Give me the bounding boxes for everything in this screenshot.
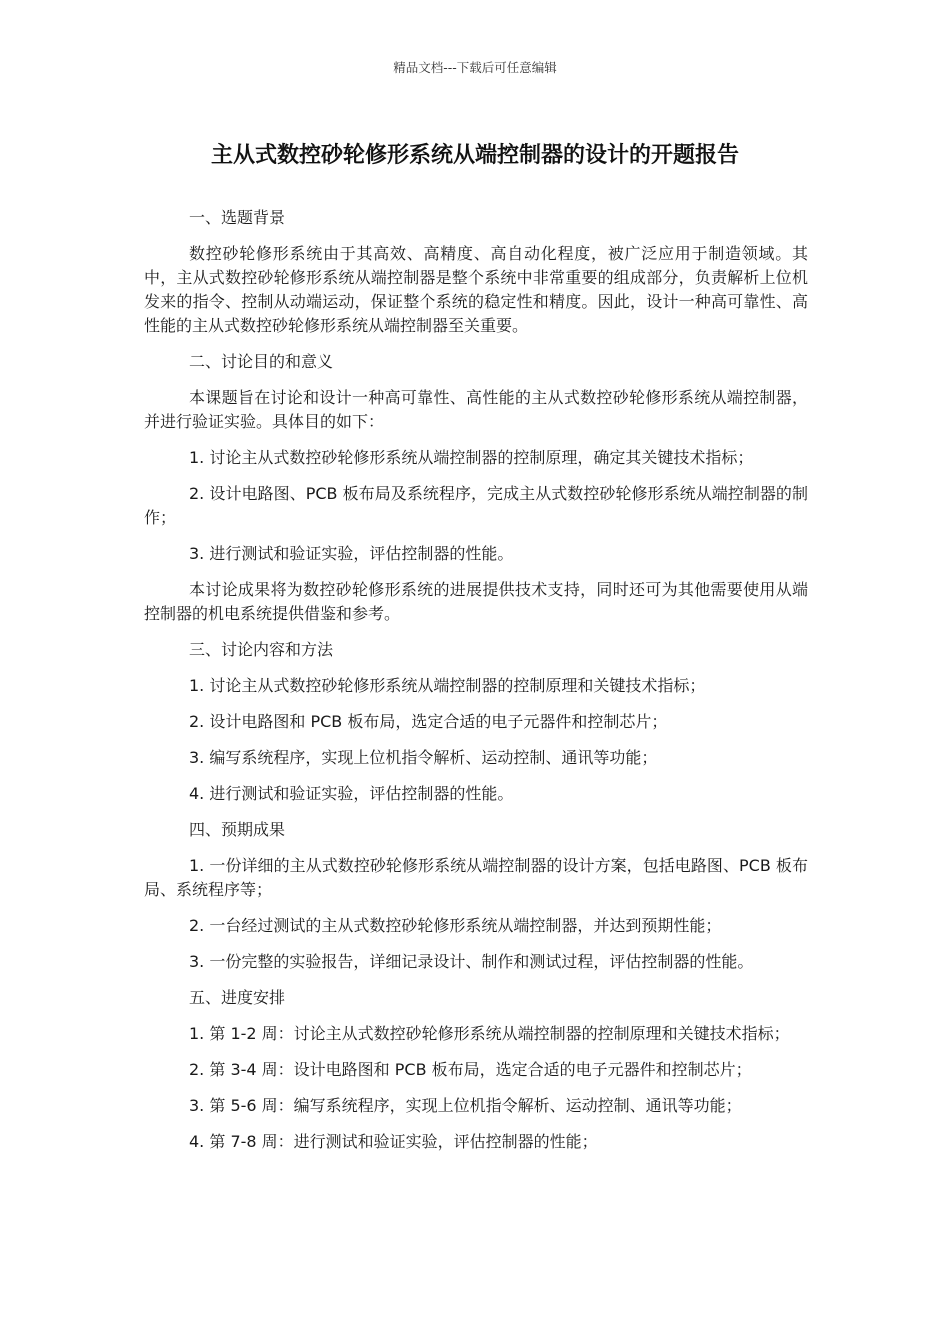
list-item: 1. 第 1-2 周：讨论主从式数控砂轮修形系统从端控制器的控制原理和关键技术指标； (189, 1024, 790, 1043)
list-item: 1. 讨论主从式数控砂轮修形系统从端控制器的控制原理和关键技术指标； (189, 676, 706, 695)
list-item: 2. 设计电路图和 PCB 板布局，选定合适的电子元器件和控制芯片； (189, 712, 668, 731)
list-item: 4. 进行测试和验证实验，评估控制器的性能。 (189, 784, 514, 803)
list-item: 1. 讨论主从式数控砂轮修形系统从端控制器的控制原理，确定其关键技术指标； (189, 448, 754, 467)
list-item: 3. 进行测试和验证实验，评估控制器的性能。 (189, 544, 514, 563)
list-item: 4. 第 7-8 周：进行测试和验证实验，评估控制器的性能； (189, 1132, 598, 1151)
document-title: 主从式数控砂轮修形系统从端控制器的设计的开题报告 (210, 143, 739, 168)
list-item: 2. 第 3-4 周：设计电路图和 PCB 板布局，选定合适的电子元器件和控制芯片； (189, 1060, 752, 1079)
section-heading: 四、预期成果 (189, 820, 286, 839)
section-heading: 一、选题背景 (189, 208, 286, 227)
list-item: 3. 一份完整的实验报告，详细记录设计、制作和测试过程，评估控制器的性能。 (189, 952, 754, 971)
paragraph: 数控砂轮修形系统由于其高效、高精度、高自动化程度，被广泛应用于制造领域。其中，主从式数控砂轮修形系统从端控制器是整个系统中非常重要的组成部分，负责解析上位机发来的指令、控制从动端运动，保证整个系统的稳定性和精度。因此，设计一种高可靠性、高性能的主从式数控砂轮修形系统从端控制器至关重要。 (144, 244, 808, 335)
list-item: 2. 一台经过测试的主从式数控砂轮修形系统从端控制器，并达到预期性能； (189, 916, 722, 935)
paragraph: 本讨论成果将为数控砂轮修形系统的进展提供技术支持，同时还可为其他需要使用从端控制器的机电系统提供借鉴和参考。 (144, 580, 808, 623)
page-header: 精品文档---下载后可任意编辑 (393, 60, 557, 75)
list-item: 3. 第 5-6 周：编写系统程序，实现上位机指令解析、运动控制、通讯等功能； (189, 1096, 742, 1115)
list-item: 2. 设计电路图、PCB 板布局及系统程序，完成主从式数控砂轮修形系统从端控制器的制作； (144, 484, 808, 527)
section-heading: 二、讨论目的和意义 (189, 352, 334, 371)
section-heading: 五、进度安排 (189, 988, 286, 1007)
section-heading: 三、讨论内容和方法 (189, 640, 334, 659)
document-body (144, 206, 808, 1166)
list-item: 3. 编写系统程序，实现上位机指令解析、运动控制、通讯等功能； (189, 748, 658, 767)
paragraph: 本课题旨在讨论和设计一种高可靠性、高性能的主从式数控砂轮修形系统从端控制器，并进行验证实验。具体目的如下： (144, 388, 808, 431)
list-item: 1. 一份详细的主从式数控砂轮修形系统从端控制器的设计方案，包括电路图、PCB 板布局、系统程序等； (144, 856, 808, 899)
